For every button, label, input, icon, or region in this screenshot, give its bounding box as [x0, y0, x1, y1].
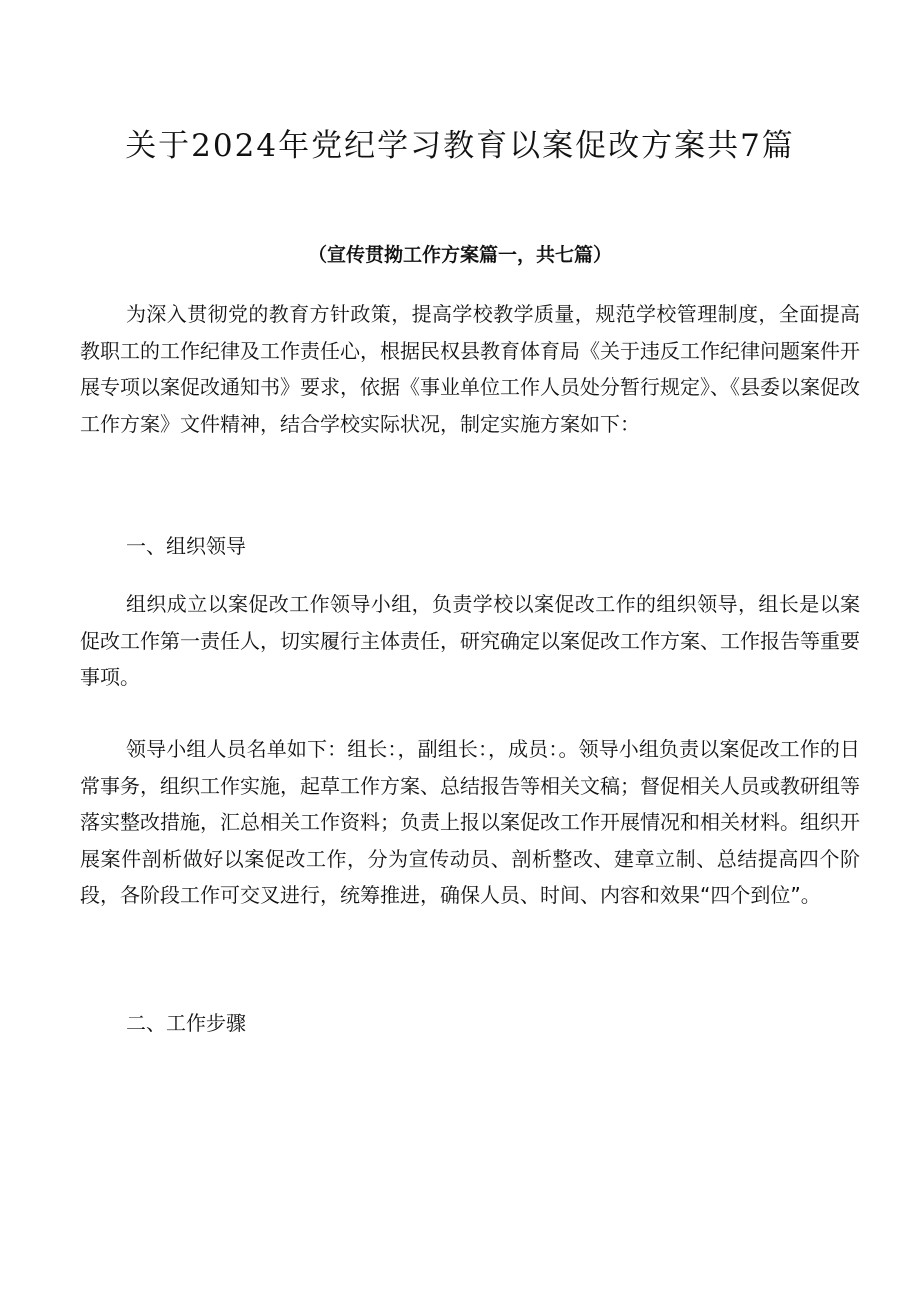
document-title: 关于2024年党纪学习教育以案促改方案共7篇: [125, 128, 795, 164]
organization-paragraph-1: 组织成立以案促改工作领导小组，负责学校以案促改工作的组织领导，组长是以案促改工作第一责任人，切实履行主体责任，研究确定以案促改工作方案、工作报告等重要事项。: [80, 592, 860, 689]
section-heading-organization: 一、组织领导: [126, 534, 246, 558]
organization-paragraph-2: 领导小组人员名单如下：组长：，副组长：，成员：。领导小组负责以案促改工作的日常事务，组织工作实施，起草工作方案、总结报告等相关文稿；督促相关人员或教研组等落实整改措施，汇总相关工作资料；负责上报以案促改工作开展情况和相关材料。组织开展案件剖析做好以案促改工作，分为宣传动员、剖析整改、建章立制、总结提高四个阶段，各阶段工作可交叉进行，统筹推进，确保人员、时间、内容和效果“四个到位”。: [80, 737, 860, 907]
document-subtitle: （宣传贯拗工作方案篇一，共七篇）: [307, 244, 612, 266]
intro-paragraph: 为深入贯彻党的教育方针政策，提高学校教学质量，规范学校管理制度，全面提高教职工的工作纪律及工作责任心，根据民权县教育体育局《关于违反工作纪律问题案件开展专项以案促改通知书》要求，依据《事业单位工作人员处分暂行规定》、《县委以案促改工作方案》文件精神，结合学校实际状况，制定实施方案如下：: [80, 302, 860, 436]
section-heading-work-steps: 二、工作步骤: [126, 1011, 246, 1035]
